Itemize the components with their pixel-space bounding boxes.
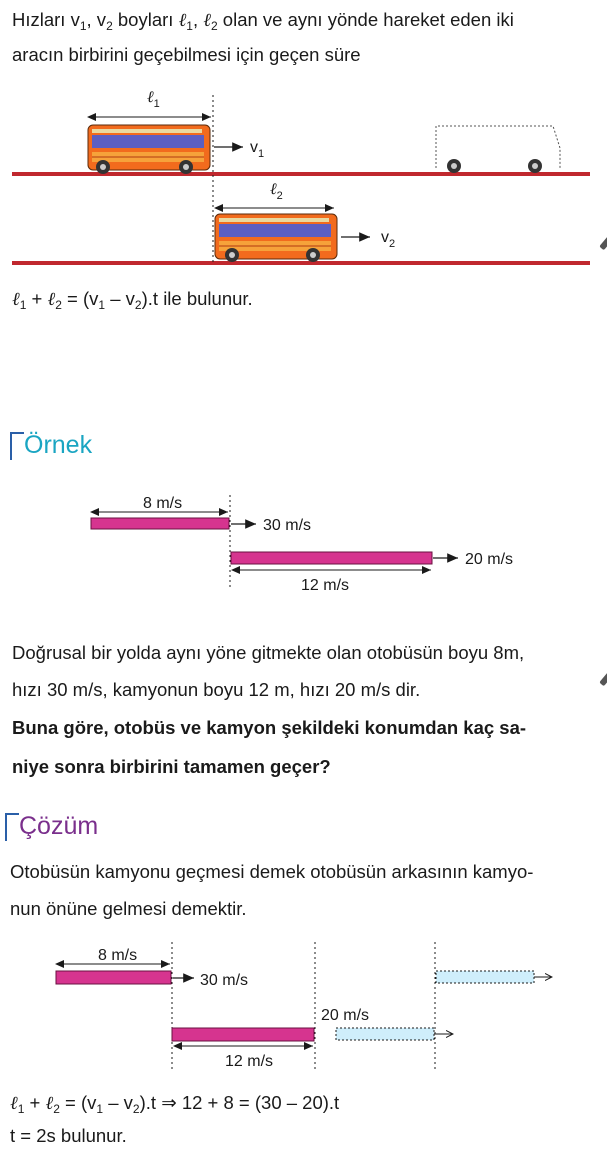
solution-ghost-bar-1 — [436, 971, 534, 983]
intro-text-b: , v — [86, 9, 107, 30]
formula1-sub-c: 1 — [98, 298, 106, 312]
solution-formula-sub-c: 1 — [96, 1102, 104, 1116]
solution-bar1-label: 8 m/s — [98, 947, 138, 964]
formula1-sub-a: 1 — [19, 298, 27, 312]
solution-bar2-speed: 20 m/s — [321, 1007, 370, 1024]
formula1-eq: = (v — [61, 288, 99, 309]
bus-diagram — [0, 0, 607, 300]
example-title: Örnek — [24, 431, 93, 459]
formula1-ell-a: ℓ — [12, 289, 20, 310]
intro-sep: , — [192, 9, 204, 30]
intro-ell-2-sub: 2 — [210, 19, 218, 33]
example-bar1-speed: 30 m/s — [263, 517, 312, 534]
road-top — [12, 172, 590, 176]
solution-bar2-label: 12 m/s — [225, 1053, 274, 1070]
solution-title: Çözüm — [19, 812, 99, 840]
solution-formula-ell-a: ℓ — [10, 1093, 18, 1114]
example-bar-2 — [231, 552, 432, 564]
formula1-sub-d: 2 — [134, 298, 142, 312]
bus-1 — [88, 125, 210, 174]
formula1-tail: ).t ile bulunur. — [141, 288, 253, 309]
solution-paragraph-1: Otobüsün kamyonu geçmesi demek otobüsün arkasının kamyo- — [10, 861, 534, 882]
solution-ghost-bar-2 — [336, 1028, 434, 1040]
solution-formula-sub-d: 2 — [132, 1102, 140, 1116]
solution-result: t = 2s bulunur. — [10, 1125, 127, 1146]
solution-formula-minus: – v — [103, 1092, 133, 1113]
formula1-minus: – v — [105, 288, 135, 309]
intro-sub-b: 2 — [106, 19, 113, 33]
solution-formula-sub-a: 1 — [17, 1102, 25, 1116]
intro-text-a: Hızları v — [12, 9, 80, 30]
solution-formula — [10, 1091, 339, 1116]
solution-bracket — [5, 813, 19, 841]
solution-formula-eq: = (v — [59, 1092, 97, 1113]
l1-label: ℓ$_1$ — [147, 87, 160, 110]
solution-bar1-speed: 30 m/s — [200, 972, 249, 989]
intro-text-d: olan ve aynı yönde hareket eden iki — [217, 9, 514, 30]
formula1-ell-b: ℓ — [47, 289, 56, 310]
solution-formula-tail: ).t ⇒ 12 + 8 = (30 – 20).t — [139, 1092, 340, 1113]
example-question-1: Buna göre, otobüs ve kamyon şekildeki konumdan kaç sa- — [12, 717, 527, 738]
formula1-sub-b: 2 — [55, 298, 62, 312]
example-bracket — [10, 432, 24, 460]
example-bar1-label: 8 m/s — [143, 495, 183, 512]
solution-bar-1 — [56, 971, 171, 984]
l2-label: ℓ$_2$ — [270, 179, 283, 202]
example-heading — [10, 432, 210, 466]
solution-formula-plus: + — [24, 1092, 46, 1113]
side-marker-2 — [599, 672, 607, 687]
v1-label: $v_1$ — [250, 139, 265, 160]
formula-1 — [12, 287, 253, 312]
v2-label: $v_2$ — [381, 229, 396, 250]
ghost-bus — [436, 126, 560, 173]
solution-paragraph-2: nun önüne gelmesi demektir. — [10, 898, 247, 919]
example-question-2: niye sonra birbirini tamamen geçer? — [12, 756, 331, 777]
bus-2 — [215, 214, 337, 262]
example-bar2-label: 12 m/s — [301, 577, 350, 594]
road-bottom — [12, 261, 590, 265]
formula1-plus: + — [26, 288, 48, 309]
solution-formula-ell-b: ℓ — [45, 1093, 54, 1114]
example-paragraph-1: Doğrusal bir yolda aynı yöne gitmekte olan otobüsün boyu 8m, — [12, 642, 525, 663]
intro-ell-1: ℓ — [178, 10, 187, 31]
solution-heading — [5, 813, 205, 847]
solution-bar-2 — [172, 1028, 314, 1041]
intro-text-c: boyları — [112, 9, 179, 30]
intro-line-2: aracın birbirini geçebilmesi için geçen süre — [12, 44, 361, 65]
example-bar2-speed: 20 m/s — [465, 551, 514, 568]
intro-sub-a: 1 — [79, 19, 87, 33]
intro-ell-1-sub: 1 — [186, 19, 193, 33]
example-paragraph-2: hızı 30 m/s, kamyonun boyu 12 m, hızı 20 m/s dir. — [12, 679, 421, 700]
intro-ell-2: ℓ — [203, 10, 211, 31]
example-bar-1 — [91, 518, 229, 529]
solution-formula-sub-b: 2 — [53, 1102, 60, 1116]
